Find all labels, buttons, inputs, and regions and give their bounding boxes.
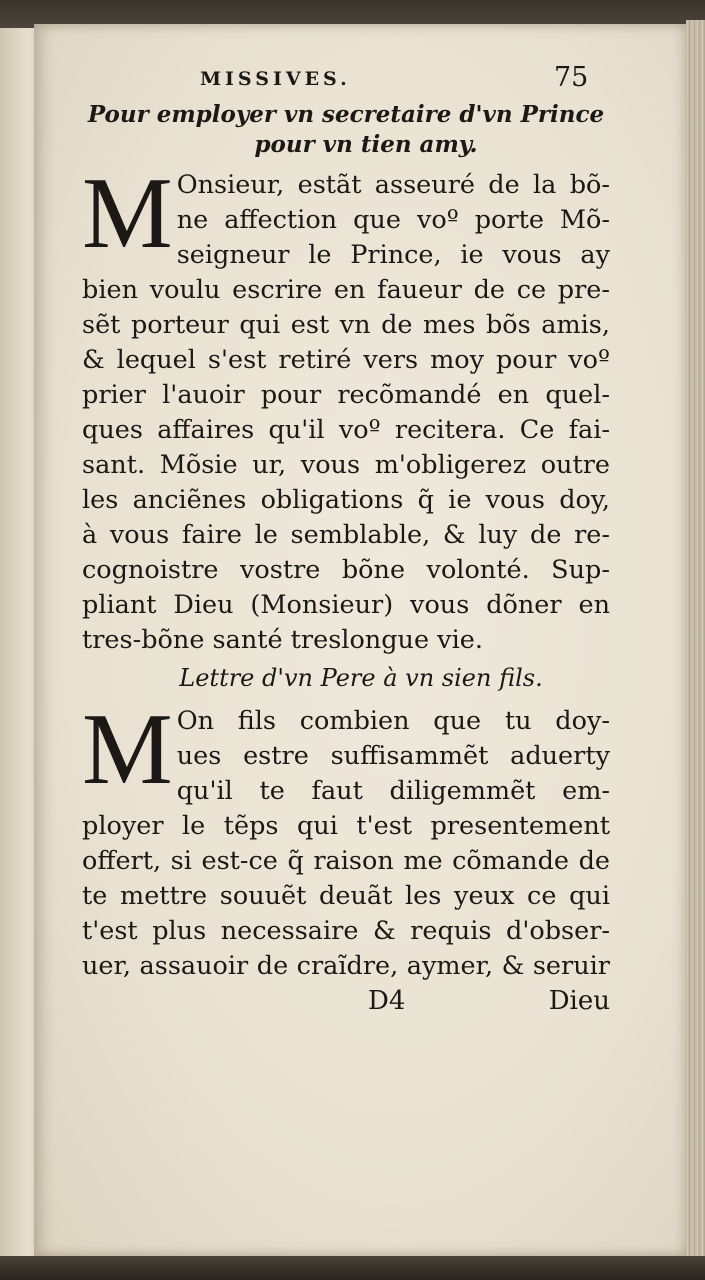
page-number: 75 <box>554 62 589 93</box>
text-line: les anciẽnes obligations q̃ ie vous doy, <box>82 485 610 515</box>
text-line: qu'il te faut diligemmẽt em- <box>176 776 610 806</box>
text-line: Onsieur, estãt asseuré de la bõ- <box>176 170 610 200</box>
page-header <box>82 62 610 100</box>
running-head: MISSIVES. <box>200 68 351 90</box>
text-line: ne affection que voº porte Mõ- <box>176 205 610 235</box>
heading-line: Pour employer vn secretaire d'vn Prince <box>87 101 605 128</box>
letter-heading <box>82 100 610 160</box>
text-line: te mettre souuẽt deuãt les yeux ce qui <box>82 881 610 911</box>
text-line: seigneur le Prince, ie vous ay <box>176 240 610 270</box>
text-line: sẽt porteur qui est vn de mes bõs amis, <box>82 310 610 340</box>
signature-mark: D4 <box>368 986 406 1016</box>
text-line: pliant Dieu (Monsieur) vous dõner en <box>82 590 610 620</box>
page-footer <box>82 984 610 1024</box>
heading-line: pour vn tien amy. <box>254 131 478 158</box>
text-line: On fils combien que tu doy- <box>176 706 610 736</box>
text-line: offert, si est-ce q̃ raison me cõmande de <box>82 846 610 876</box>
text-line: cognoistre vostre bõne volonté. Sup- <box>82 555 610 585</box>
text-line: & lequel s'est retiré vers moy pour voº <box>82 345 610 375</box>
drop-cap-paragraph <box>82 157 610 273</box>
text-line: à vous faire le semblable, & luy de re- <box>82 520 610 550</box>
text-line: ques affaires qu'il voº recitera. Ce fai- <box>82 415 610 445</box>
page-stack-edge <box>686 20 705 1260</box>
text-line: tres-bõne santé treslongue vie. <box>82 625 483 655</box>
text-line: uer, assauoir de craĩdre, aymer, & seruir <box>82 951 610 981</box>
drop-cap-paragraph <box>82 693 610 809</box>
letter-body <box>82 157 610 658</box>
letter-heading: Lettre d'vn Pere à vn sien fils. <box>179 664 543 692</box>
text-line: prier l'auoir pour recõmandé en quel- <box>82 380 610 410</box>
drop-cap: M <box>82 693 173 806</box>
text-line: ployer le tẽps qui t'est presentement <box>82 811 610 841</box>
page-text <box>82 62 610 1024</box>
drop-cap: M <box>82 157 173 270</box>
letter-body <box>82 693 610 984</box>
book-binding-bottom <box>0 1256 705 1280</box>
catchword: Dieu <box>548 986 610 1016</box>
text-line: bien voulu escrire en faueur de ce pre- <box>82 275 610 305</box>
text-line: t'est plus necessaire & requis d'obser- <box>82 916 610 946</box>
text-line: sant. Mõsie ur, vous m'obligerez outre <box>82 450 610 480</box>
text-line: ues estre suffisammẽt aduerty <box>176 741 610 771</box>
